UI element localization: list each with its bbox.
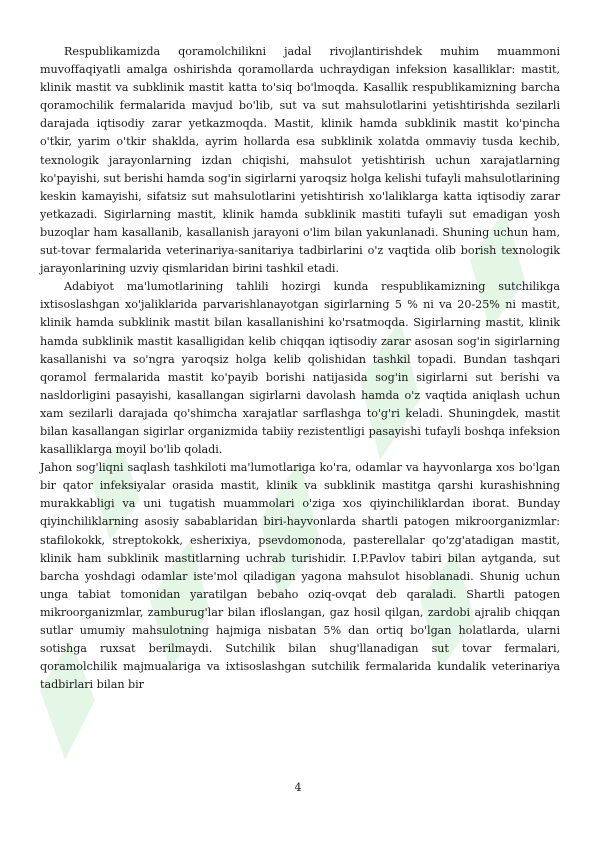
paragraph: Respublikamizda qoramolchilikni jadal rivojlantirishdek muhim muammoni muvoffaqiyatli amalga oshirishda qoramollarda uchraydigan infeksion kasalliklar: mastit, klinik mastit va subklinik mastit katta to'siq bo'lmoqda. Kasallik respublikamizning barcha qoramochilik fermalarida mavjud bo'lib, sut va sut mahsulotlarini yetishtirishda sezilarli darajada iqtisodiy zarar yetkazmoqda. Mastit, klinik hamda subklinik mastit ko'pincha o'tkir, yarim o'tkir shaklda, ayrim hollarda esa subklinik xolatda ommaviy tusda kechib, texnologik jarayonlarning izdan chiqishi, mahsulot yetishtirish uchun xarajatlarning ko'payishi, sut berishi hamda sog'in sigirlarni yaroqsiz holga kelishi tufayli mahsulotlarining keskin kamayishi, sifatsiz sut mahsulotlarini yetishtirish xo'laliklarga katta iqtisodiy zarar yetkazadi. Sigirlarning mastit, klinik hamda subklinik mastiti tufayli sut emadigan yosh buzoqlar ham kasallanib, kasallanish jarayoni o'lim bilan yakunlanadi. Shuning uchun ham, sut-tovar fermalarida veterinariya-sanitariya tadbirlarini o'z vaqtida olib borish texnologik jarayonlarining uzviy qismlaridan birini tashkil etadi. [40,45,560,276]
page-number: 4 [294,781,302,794]
paragraph: Adabiyot ma'lumotlarining tahlili hozirgi kunda respublikamizning sutchilikga ixtisoslashgan xo'jaliklarida parvarishlanayotgan sigirlarning 5 % ni va 20-25% ni mastit, klinik hamda subklinik mastit bilan kasallanishini ko'rsatmoqda. Sigirlarning mastit, klinik hamda subklinik mastit kasalligidan kelib chiqqan iqtisodiy zarar asosan sog'in sigirlarning kasallanishi va so'ngra yaroqsiz holga kelib qolishidan tashkil topadi. Bundan tashqari qoramol fermalarida mastit ko'payib borishi natijasida sog'in sigirlarni sut berishi va nasldorligini pasayishi, kasallangan sigirlarni davolash hamda o'z vaqtida aniqlash uchun xam sezilarli darajada qo'shimcha xarajatlar sarflashga to'g'ri keladi. Shuningdek, mastit bilan kasallangan sigirlar organizmida tabiiy rezistentligi pasayishi tufayli boshqa infeksion kasalliklarga moyil bo'lib qoladi. [40,280,560,457]
paragraph: Jahon sog'liqni saqlash tashkiloti ma'lumotlariga ko'ra, odamlar va hayvonlarga xos bo'lgan bir qator infeksiyalar orasida mastit, klinik va subklinik mastitga qarshi kurashishning murakkabligi va uni tugatish muammolari o'ziga xos qiyinchiliklardan iborat. Bunday qiyinchiliklarning asosiy sabablaridan biri-hayvonlarda shartli patogen mikroorganizmlar: stafilokokk, streptokokk, esherixiya, psevdomonoda, pasterellalar qo'zg'atadigan mastit, klinik ham subklinik mastitlarning uchrab turishidir. I.P.Pavlov tabiri bilan aytganda, sut barcha yoshdagi odamlar iste'mol qiladigan yagona mahsulot hisoblanadi. Shunig uchun unga tabiat tomonidan yaratilgan bebaho oziq-ovqat deb qaraladi. Shartli patogen mikroorganizmlar, zamburug'lar bilan ifloslangan, gaz hosil qilgan, zardobi ajralib chiqqan sutlar umumiy mahsulotning hajmiga nisbatan 5% dan ortiq bo'lgan holatlarda, ularni sotishga ruxsat berilmaydi. Sutchilik bilan shug'llanadigan sut tovar fermalari, qoramolchilik majmualariga va ixtisoslashgan sutchilik fermalarida kundalik veterinariya tadbirlari bilan bir [40,461,560,692]
body-text [40,43,560,694]
